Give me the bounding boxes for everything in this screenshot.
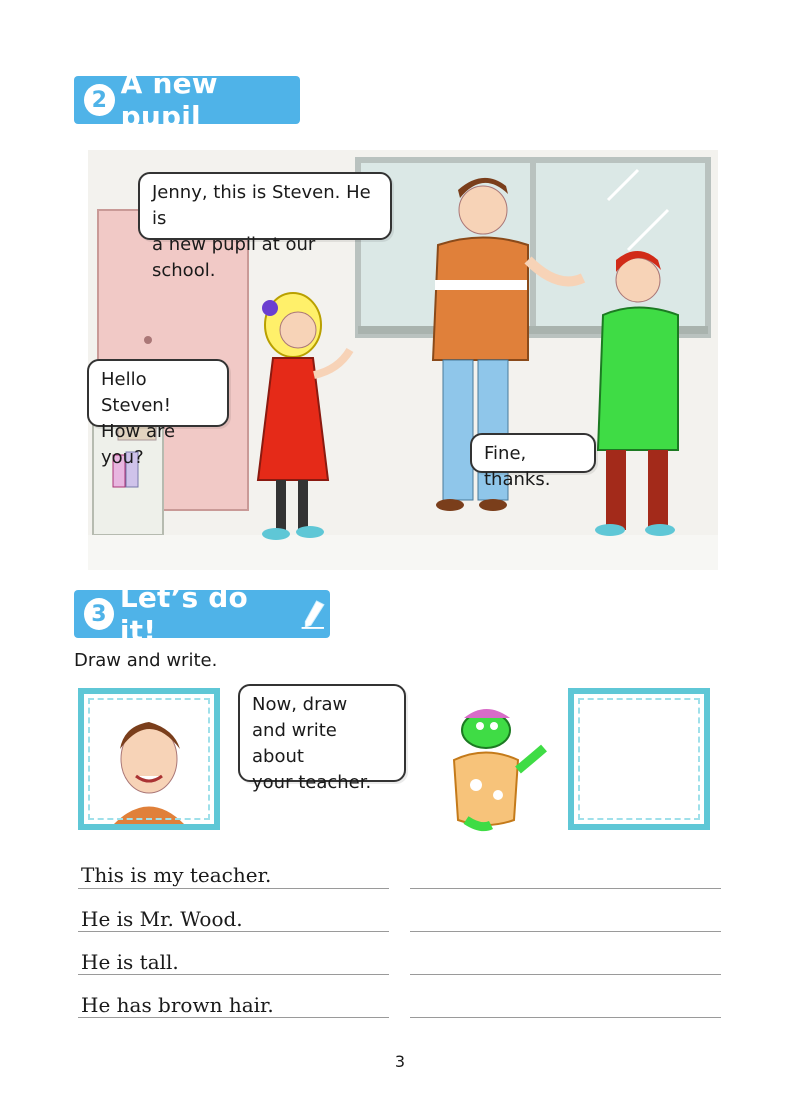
left-writing-line-3 [78,974,389,975]
steven-speech-bubble: Fine, thanks. [470,433,596,473]
teacher-portrait [84,694,214,824]
section-number: 3 [84,598,114,630]
right-writing-line-3[interactable] [410,974,721,975]
section-2-header [74,67,300,133]
left-writing-line-4 [78,1017,389,1018]
section-title: A new pupil [120,67,218,133]
section-title: Let’s do it! [119,581,248,647]
teacher-speech-bubble: Jenny, this is Steven. He is a new pupil at our school. [138,172,392,240]
teacher-portrait-frame [78,688,220,830]
mascot-speech-bubble: Now, draw and write about your teacher. [238,684,406,782]
left-writing-line-2 [78,931,389,932]
page-number: 3 [394,1052,406,1071]
line-text-2: He is Mr. Wood. [81,907,243,931]
turtle-mascot [436,700,556,840]
empty-drawing-frame[interactable] [568,688,710,830]
section-3-header [74,581,330,647]
section-number: 2 [84,84,115,116]
right-writing-line-1[interactable] [410,888,721,889]
instruction-text: Draw and write. [74,650,218,671]
line-text-4: He has brown hair. [81,993,274,1017]
left-writing-line-1 [78,888,389,889]
pencil-icon [296,596,330,632]
line-text-3: He is tall. [81,950,179,974]
right-writing-line-2[interactable] [410,931,721,932]
right-writing-line-4[interactable] [410,1017,721,1018]
line-text-1: This is my teacher. [81,863,272,887]
jenny-speech-bubble: Hello Steven! How are you? [87,359,229,427]
